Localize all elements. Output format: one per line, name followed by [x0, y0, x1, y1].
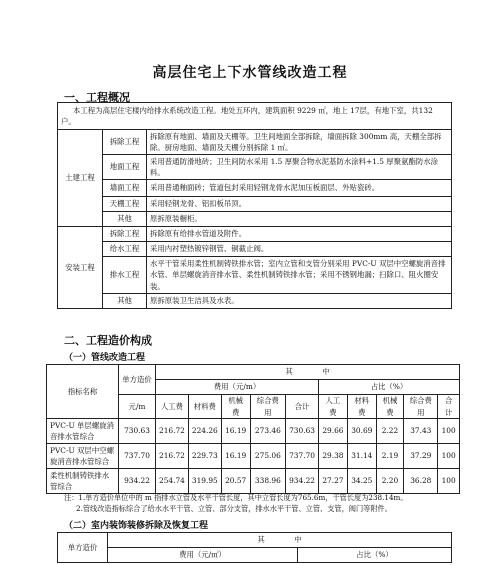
col-of-which: 其 中 [156, 365, 460, 380]
table-row [58, 197, 452, 212]
row-name: PVC-U 双层中空螺旋消音排水管综合 [47, 444, 119, 469]
fee-cell: 254.74 [156, 469, 189, 494]
note-2: 2.管线改造指标综合了给水水平干管、立管、部分支管，排水水平干管、立管、支管，阀门等附件。 [76, 504, 392, 513]
subcol-header: 材料费 [188, 395, 221, 419]
fee-cell: 934.22 [286, 469, 319, 494]
subcol-header: 人工费 [318, 395, 347, 419]
group-name: 安装工程 [58, 227, 103, 309]
note-1: 注：1.单方造价单位中的 m 指排水立管及水平干管长度，其中立管长度为765.6m，干管长度为238.14m。 [64, 493, 408, 502]
fee-cell: 275.06 [250, 444, 285, 469]
ratio-cell: 30.69 [347, 419, 376, 444]
item-name: 排水工程 [103, 257, 147, 294]
group-name: 土建工程 [58, 130, 103, 227]
ratio-cell: 29.66 [318, 419, 347, 444]
overview-intro-row [58, 103, 452, 130]
col-ratio: 占比（%） [318, 380, 459, 395]
item-desc: 原拆原装橱柜。 [147, 212, 452, 227]
item-name: 天棚工程 [103, 197, 147, 212]
item-desc: 水平干管采用柔性机制铸铁排水管；室内立管和支管分别采用 PVC-U 双层中空螺旋消音排水管、单层螺旋消音排水管、柔性机制铸铁排水管；采用不锈钢地漏；扫除口、阻火圈安装。 [147, 257, 452, 294]
ratio-cell: 36.28 [404, 469, 438, 494]
unit-cost: 737.70 [119, 444, 156, 469]
col-cost: 费用（元/㎡） [108, 548, 298, 563]
col-of-which: 其 中 [108, 533, 452, 548]
item-desc: 采用轻钢龙骨、铝扣板吊顶。 [147, 197, 452, 212]
fee-cell: 16.19 [221, 444, 250, 469]
subcol-header: 机械费 [221, 395, 250, 419]
subcol-header: 综合费用 [250, 395, 285, 419]
table-row [58, 257, 452, 294]
fee-cell: 216.72 [156, 419, 189, 444]
sub2-heading: （二）室内装饰装修拆除及恢复工程 [64, 521, 209, 531]
table-row [58, 242, 452, 257]
section2-heading: 二、工程造价构成 [64, 334, 152, 347]
section1-heading: 一、工程概况 [64, 91, 130, 104]
table-row [47, 419, 460, 444]
item-desc: 拆除原有地面、墙面及天棚等。卫生间地面全部拆除，墙面拆除 300mm 高，天棚全部拆除。厨房地面、墙面及天棚分别拆除 1 ㎡。 [147, 130, 452, 155]
col-unit-cost: 单方造价 [58, 533, 108, 563]
table-row [47, 469, 460, 494]
subcol-header: 材料费 [347, 395, 376, 419]
row-name: PVC-U 单层螺旋消音排水管综合 [47, 419, 119, 444]
col-unit-cost: 单方造价 [119, 365, 156, 395]
table-header-row [58, 548, 452, 563]
fee-cell: 730.63 [286, 419, 319, 444]
fee-cell: 224.26 [188, 419, 221, 444]
row-name: 柔性机制铸铁排水管综合 [47, 469, 119, 494]
subcol-header: 合计 [438, 395, 460, 419]
item-name: 拆除工程 [103, 130, 147, 155]
item-desc: 采用普通釉面砖；管道包封采用轻钢龙骨水泥加压板面层、外贴瓷砖。 [147, 180, 452, 197]
ratio-cell: 29.38 [318, 444, 347, 469]
ratio-cell: 31.14 [347, 444, 376, 469]
fee-cell: 16.19 [221, 419, 250, 444]
item-desc: 采用普通防滑地砖；卫生间防水采用 1.5 厚聚合物水泥基防水涂料+1.5 厚聚氨酯防水涂料。 [147, 155, 452, 180]
overview-intro: 本工程为高层住宅楼内给排水系统改造工程。地处五环内，建筑面积 9229 ㎡，地上 17层，有地下室，共132 户。 [58, 103, 452, 130]
item-name: 其他 [103, 294, 147, 309]
ratio-cell: 37.43 [404, 419, 438, 444]
ratio-cell: 37.29 [404, 444, 438, 469]
col-index-name: 指标名称 [47, 365, 119, 419]
fee-cell: 216.72 [156, 444, 189, 469]
overview-table [57, 102, 452, 309]
col-cost: 费用（元/m） [156, 380, 319, 395]
table-row [58, 294, 452, 309]
col-ratio: 占比（%） [298, 548, 452, 563]
item-name: 其他 [103, 212, 147, 227]
table-header-row [58, 533, 452, 548]
unit-label: 元/m [119, 395, 156, 419]
table-row [58, 180, 452, 197]
table-row [47, 444, 460, 469]
ratio-cell: 34.25 [347, 469, 376, 494]
ratio-cell: 27.27 [318, 469, 347, 494]
table-row [58, 155, 452, 180]
subcol-header: 人工费 [156, 395, 189, 419]
fee-cell: 229.73 [188, 444, 221, 469]
fee-cell: 273.46 [250, 419, 285, 444]
unit-cost: 730.63 [119, 419, 156, 444]
item-name: 地面工程 [103, 155, 147, 180]
item-name: 给水工程 [103, 242, 147, 257]
item-name: 墙面工程 [103, 180, 147, 197]
table-row [58, 227, 452, 242]
fee-cell: 20.57 [221, 469, 250, 494]
ratio-cell: 2.20 [376, 469, 404, 494]
item-desc: 采用内衬塑热镀锌钢管、铜截止阀。 [147, 242, 452, 257]
cost-table-pipeline [46, 364, 460, 494]
item-desc: 原拆原装卫生洁具及水表。 [147, 294, 452, 309]
table-row [58, 212, 452, 227]
fee-cell: 737.70 [286, 444, 319, 469]
subcol-header: 机械费 [376, 395, 404, 419]
page-title: 高层住宅上下水管线改造工程 [152, 65, 348, 81]
ratio-cell: 2.19 [376, 444, 404, 469]
fee-cell: 338.96 [250, 469, 285, 494]
ratio-cell: 100 [438, 419, 460, 444]
ratio-cell: 100 [438, 469, 460, 494]
ratio-cell: 2.22 [376, 419, 404, 444]
unit-cost: 934.22 [119, 469, 156, 494]
table-header-row [47, 365, 460, 380]
subcol-header: 合计 [286, 395, 319, 419]
ratio-cell: 100 [438, 444, 460, 469]
table-row [58, 130, 452, 155]
subcol-header: 综合费用 [404, 395, 438, 419]
item-desc: 拆除原有给排水管道及附件。 [147, 227, 452, 242]
item-name: 拆除工程 [103, 227, 147, 242]
cost-table-decoration [57, 532, 452, 563]
sub1-heading: （一）管线改造工程 [64, 353, 146, 363]
fee-cell: 319.95 [188, 469, 221, 494]
